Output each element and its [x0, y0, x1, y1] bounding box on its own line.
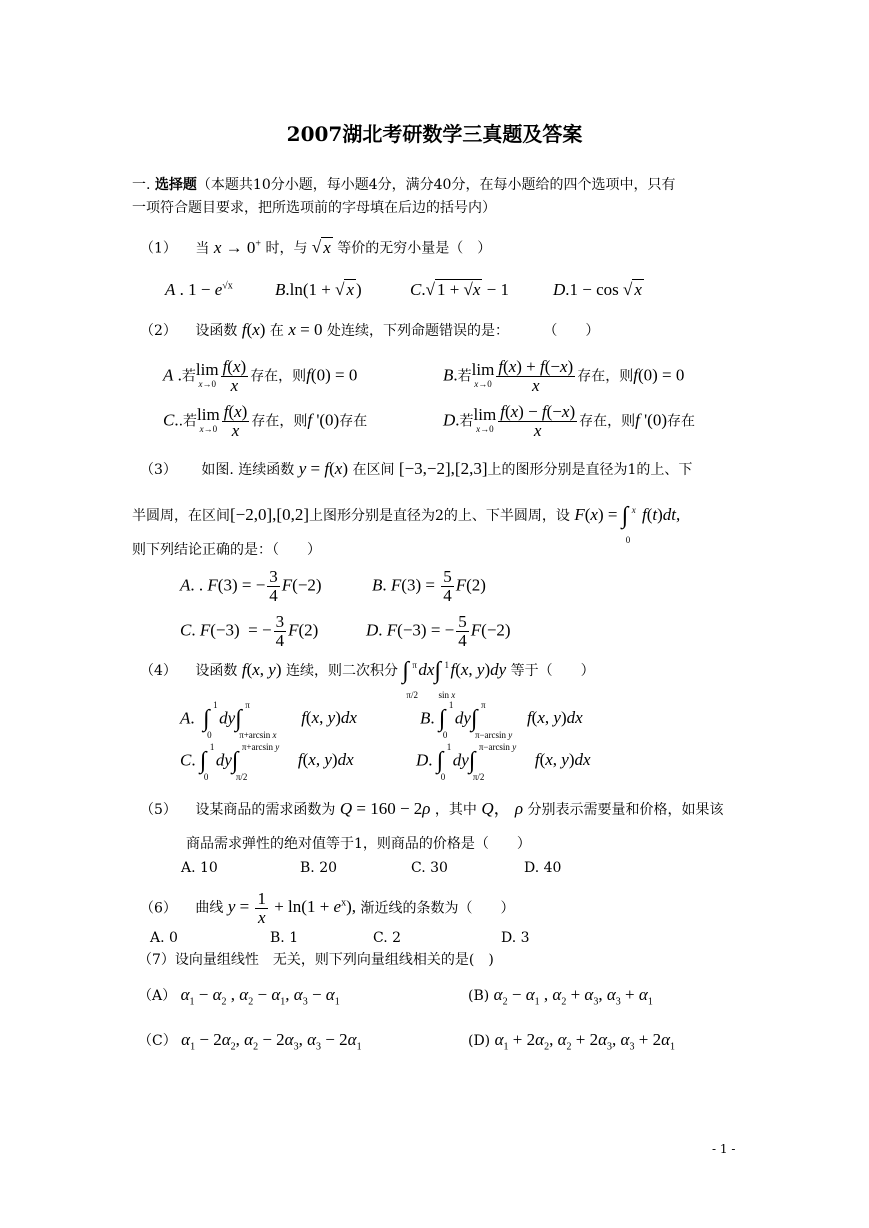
- q2-option-d: D.若lim x→0 $\frac{f(x) - f(-x)}{x}$ 存在，则f '(0)存在: [443, 402, 695, 440]
- q3-line3: 则下列结论正确的是：（ ）: [132, 542, 321, 558]
- q2-stem: （2） 设函数 f(x) 在 x = 0 处连续，下列命题错误的是： （ ）: [140, 320, 600, 339]
- q3-option-b: B. F(3) = $\frac{5}{4}$ F(2): [372, 567, 486, 605]
- section-intro: 一. 选择题（本题共10分小题，每小题4分，满分40分，在每小题给的四个选项中，只有: [132, 177, 676, 193]
- q7-option-d: (D) $\alpha_1 + 2\alpha_2$, $\alpha_2 + 2\alpha_3$, $\alpha_3 + 2\alpha_1$: [468, 1030, 676, 1053]
- q5-option-b: B. 20: [300, 860, 338, 876]
- q7-option-b: (B) $\alpha_2 - \alpha_1$ , $\alpha_2 + \alpha_3$, $\alpha_3 + \alpha_1$: [468, 985, 653, 1008]
- q1-stem: （1） 当 x → 0+ 时，与 √ x 等价的无穷小量是（ ）: [140, 237, 492, 257]
- q1-option-a: A . $1 - e^{√x}$: [165, 280, 233, 299]
- q2-option-b: B.若lim x→0 $\frac{f(x) + f(-x)}{x}$ 存在，则f(0) = 0: [443, 357, 685, 395]
- q5-line2: 商品需求弹性的绝对值等于1，则商品的价格是（ ）: [186, 836, 531, 852]
- q4-option-a: A. ∫ 1 0 dy∫ π π+arcsin x f(x, y)dx: [180, 700, 357, 740]
- q2-option-c: C..若lim x→0 $\frac{f(x)}{x}$ 存在，则f '(0)存在: [163, 402, 368, 440]
- q1-option-c: C.√ 1 + √x − 1: [410, 280, 509, 299]
- q1-option-d: D.1 − cos √ x: [553, 280, 642, 299]
- q4-option-c: C. ∫ 1 0 dy∫ π+arcsin y π/2 f(x, y)dx: [180, 742, 354, 782]
- q3-option-a: A. . F(3) = − $\frac{3}{4}$ F(−2): [180, 567, 322, 605]
- q7-stem: （7）设向量组线性 无关，则下列向量组线相关的是( ): [138, 952, 494, 968]
- q6-option-a: A. 0: [150, 930, 178, 946]
- q4-stem: （4） 设函数 f(x, y) 连续，则二次积分 ∫ π π/2 dx∫ 1 sin x f(x, y)dy 等于（ ）: [140, 658, 595, 701]
- section-intro-cont: 一项符合题目要求，把所选项前的字母填在后边的括号内）: [132, 200, 496, 216]
- q6-option-d: D. 3: [501, 930, 530, 946]
- q5-option-a: A. 10: [181, 860, 218, 876]
- q3-line1: （3） 如图. 连续函数 y = f(x) 在区间 [−3,−2],[2,3]上的图形分别是直径为1的上、下: [140, 459, 693, 478]
- q4-option-b: B. ∫ 1 0 dy∫ π π−arcsin y f(x, y)dx: [420, 700, 583, 740]
- q7-option-c: （C） $\alpha_1 - 2\alpha_2$, $\alpha_2 - 2\alpha_3$, $\alpha_3 - 2\alpha_1$: [138, 1030, 362, 1053]
- q2-option-a: A .若lim x→0 $\frac{f(x)}{x}$ 存在，则f(0) = 0: [163, 357, 358, 395]
- q6-stem: （6） 曲线 y = $\frac{1}{x}$ + $\ln(1 + e^x)$, 渐近线的条数为（ ）: [140, 889, 515, 927]
- page-title: 2007湖北考研数学三真题及答案: [286, 122, 583, 146]
- q6-option-c: C. 2: [373, 930, 402, 946]
- q3-line2: 半圆周，在区间[−2,0],[0,2]上图形分别是直径为2的上、下半圆周，设 F(x) = ∫ x 0 f(t)dt,: [132, 503, 681, 546]
- q3-option-d: D. F(−3) = − $\frac{5}{4}$ F(−2): [366, 612, 511, 650]
- q3-option-c: C. F(−3) = − $\frac{3}{4}$ F(2): [180, 612, 319, 650]
- q5-line1: （5） 设某商品的需求函数为 Q = 160 − 2ρ ，其中 Q， ρ 分别表示需要量和价格，如果该: [140, 799, 724, 818]
- q5-option-d: D. 40: [524, 860, 562, 876]
- q4-option-d: D. ∫ 1 0 dy∫ π−arcsin y π/2 f(x, y)dx: [416, 742, 591, 782]
- q7-option-a: （A） $\alpha_1 - \alpha_2$ , $\alpha_2 - \alpha_1$, $\alpha_3 - \alpha_1$: [138, 985, 340, 1008]
- q5-option-c: C. 30: [411, 860, 448, 876]
- q6-option-b: B. 1: [270, 930, 299, 946]
- page-number: - 1 -: [712, 1142, 736, 1156]
- q1-option-b: B.ln(1 + √ x ): [275, 280, 362, 299]
